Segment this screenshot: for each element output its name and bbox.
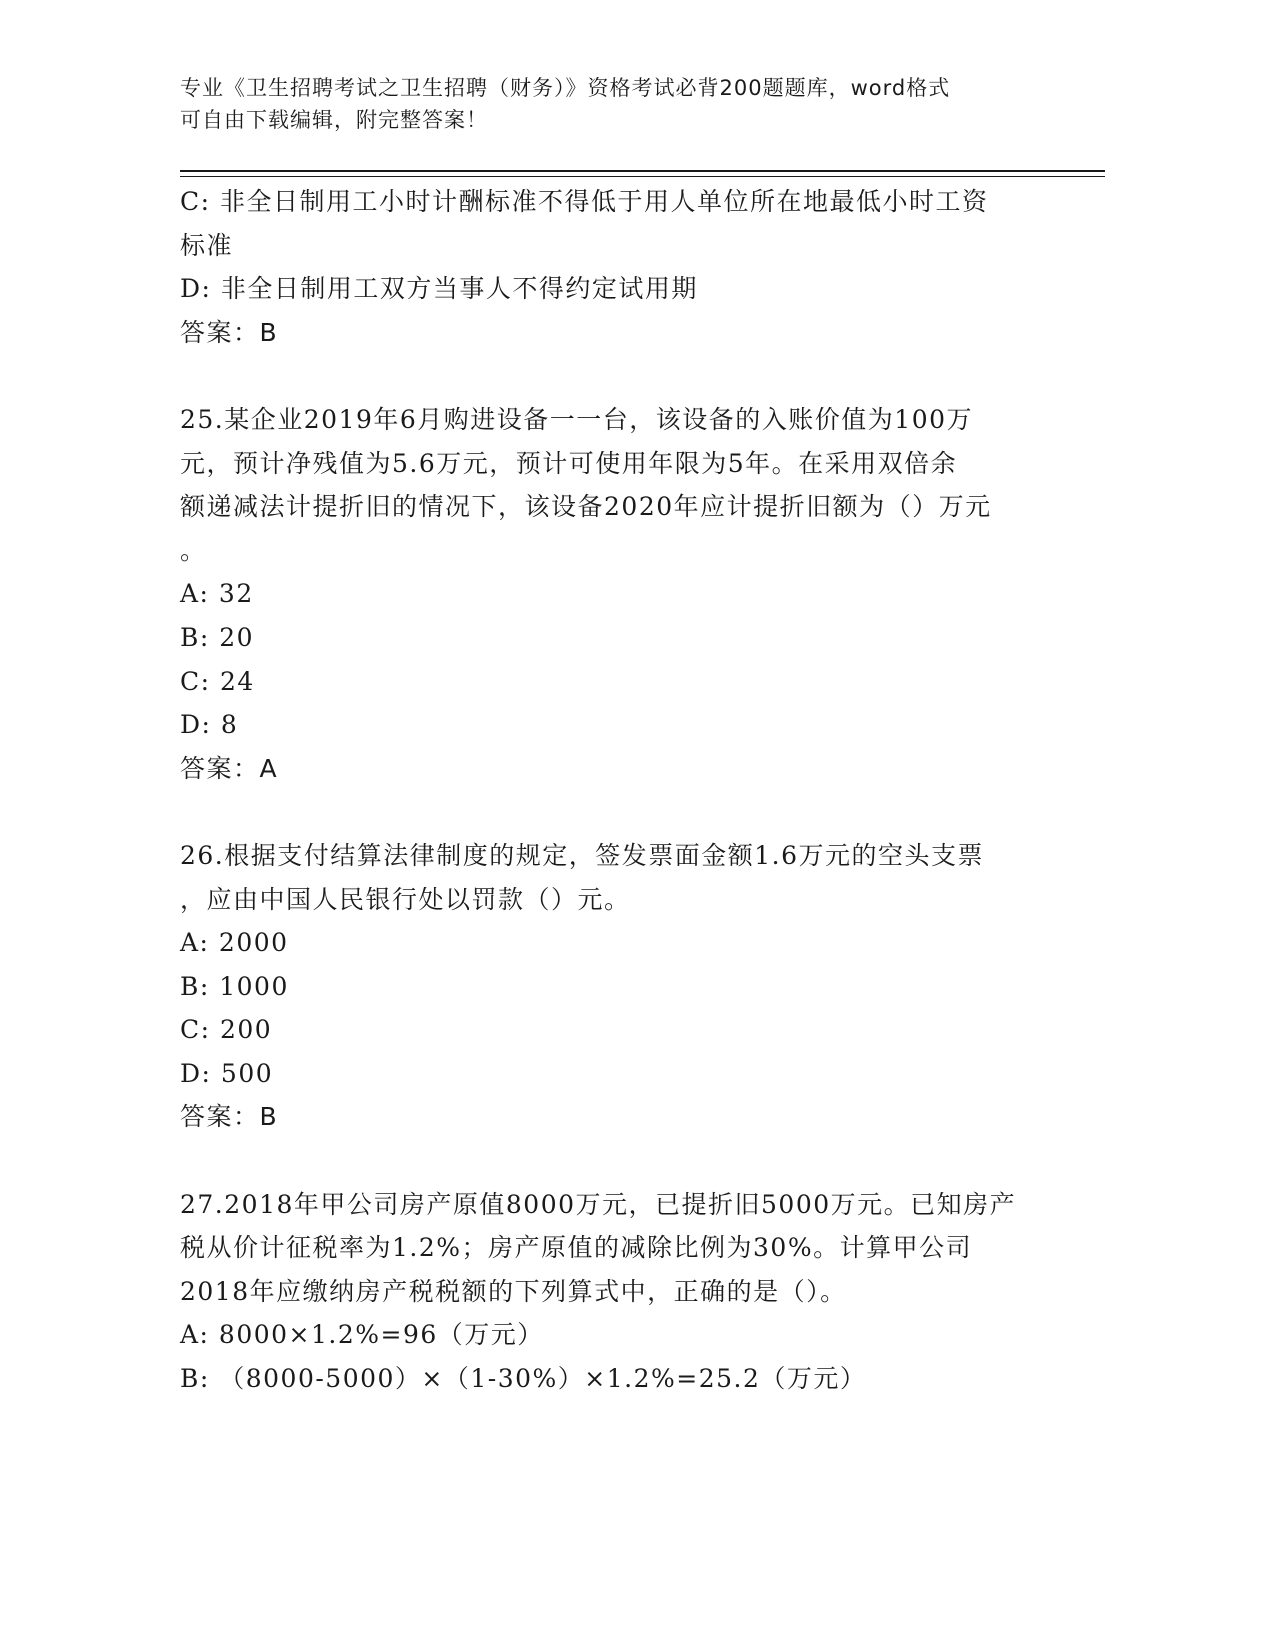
option-c: C: 非全日制用工小时计酬标准不得低于用人单位所在地最低小时工资 <box>180 187 989 216</box>
answer: 答案：B <box>180 1102 279 1132</box>
spacer <box>180 790 1040 834</box>
question-text: 元，预计净残值为5.6万元，预计可使用年限为5年。在采用双倍余 <box>180 448 958 478</box>
option-c: C: 200 <box>180 1015 273 1045</box>
spacer <box>180 1139 1040 1183</box>
question-text: 26.根据支付结算法律制度的规定，签发票面金额1.6万元的空头支票 <box>180 840 985 870</box>
answer: 答案：B <box>180 317 279 347</box>
option-d: D: 500 <box>180 1058 274 1088</box>
question-27 <box>180 1183 1040 1401</box>
option-c-continued: 标准 <box>180 230 234 260</box>
option-b: B: 20 <box>180 622 255 652</box>
option-d: D: 8 <box>180 710 239 740</box>
header-title-line-2: 可自由下载编辑，附完整答案！ <box>180 108 488 132</box>
question-text: 2018年应缴纳房产税税额的下列算式中，正确的是（）。 <box>180 1276 847 1306</box>
question-text: 税从价计征税率为1.2%；房产原值的减除比例为30%。计算甲公司 <box>180 1233 973 1263</box>
question-24-tail <box>180 180 1040 354</box>
option-a: A: 2000 <box>180 928 289 958</box>
question-text: 额递减法计提折旧的情况下，该设备2020年应计提折旧额为（）万元 <box>180 492 992 522</box>
question-25 <box>180 398 1040 790</box>
answer: 答案：A <box>180 753 279 783</box>
question-26 <box>180 834 1040 1139</box>
header-title-line-1: 专业《卫生招聘考试之卫生招聘（财务）》资格考试必背200题题库，word格式 <box>180 76 951 100</box>
option-c: C: 24 <box>180 666 255 696</box>
option-b: B: （8000-5000）×（1-30%）×1.2%=25.2（万元） <box>180 1364 867 1394</box>
document-body <box>180 180 1040 1401</box>
question-text: 。 <box>180 535 207 565</box>
question-text: 27.2018年甲公司房产原值8000万元，已提折旧5000万元。已知房产 <box>180 1189 1017 1219</box>
option-a: A: 32 <box>180 579 254 609</box>
option-d: D: 非全日制用工双方当事人不得约定试用期 <box>180 274 698 304</box>
option-a: A: 8000×1.2%=96（万元） <box>180 1320 544 1350</box>
spacer <box>180 354 1040 398</box>
document-header <box>180 72 1040 136</box>
header-divider-thin <box>180 176 1105 177</box>
option-b: B: 1000 <box>180 971 289 1001</box>
question-text: ，应由中国人民银行处以罚款（）元。 <box>180 884 631 914</box>
header-divider-thick <box>180 170 1105 172</box>
question-text: 25.某企业2019年6月购进设备一一台，该设备的入账价值为100万 <box>180 404 974 434</box>
